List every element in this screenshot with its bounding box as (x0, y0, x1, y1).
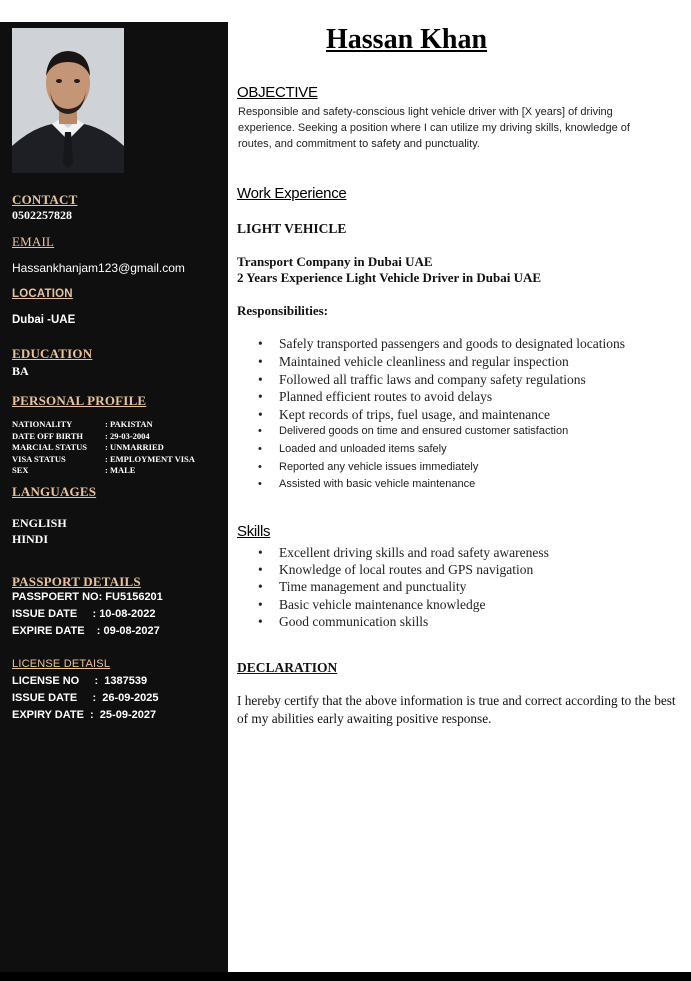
passport-issue-date: ISSUE DATE : 10-08-2022 (12, 608, 156, 620)
list-item: • Delivered goods on time and ensured customer satisfaction (258, 425, 625, 443)
list-item: • Time management and punctuality (258, 579, 549, 596)
list-item: • Loaded and unloaded items safely (258, 443, 625, 461)
list-item: • Excellent driving skills and road safety awareness (258, 545, 549, 562)
list-item: • Good communication skills (258, 614, 549, 631)
profile-key: SEX (12, 465, 29, 475)
contact-heading: CONTACT (12, 192, 78, 207)
list-item: • Reported any vehicle issues immediately (258, 461, 625, 479)
personal-profile-heading: PERSONAL PROFILE (12, 393, 147, 408)
profile-value: : 29-03-2004 (105, 430, 150, 441)
profile-value: : EMPLOYMENT VISA (105, 453, 195, 464)
list-item: • Planned efficient routes to avoid delays (258, 389, 625, 407)
profile-row (12, 419, 222, 431)
language-item: HINDI (12, 532, 49, 546)
license-issue-date: ISSUE DATE : 26-09-2025 (12, 692, 159, 704)
bottom-border (0, 972, 691, 981)
job-title: LIGHT VEHICLE (237, 221, 347, 236)
list-item: • Kept records of trips, fuel usage, and maintenance (258, 407, 625, 425)
responsibilities-list (258, 336, 625, 496)
profile-row (12, 454, 222, 466)
location-heading: LOCATION (12, 288, 73, 300)
profile-photo (12, 28, 124, 173)
profile-key: VISA STATUS (12, 453, 66, 464)
list-item: • Knowledge of local routes and GPS navigation (258, 562, 549, 579)
company-name: Transport Company in Dubai UAE (237, 254, 433, 269)
portrait-image (12, 28, 124, 173)
profile-key: MARCIAL STATUS (12, 442, 88, 452)
profile-key: DATE OFF BIRTH (12, 430, 84, 441)
list-item: • Followed all traffic laws and company safety regulations (258, 372, 625, 390)
profile-value: : PAKISTAN (105, 419, 153, 429)
list-item: • Safely transported passengers and goods to designated locations (258, 336, 625, 354)
location-value: Dubai -UAE (12, 314, 76, 326)
education-heading: EDUCATION (12, 346, 93, 361)
license-expiry-date: EXPIRY DATE : 25-09-2027 (12, 709, 157, 721)
passport-heading: PASSPORT DETAILS (12, 574, 141, 589)
profile-row (12, 465, 222, 477)
objective-text: Responsible and safety-conscious light vehicle driver with [X years] of driving experience. Seeking a position where I can utilize my driving skills, knowledge of routes, and commitment to safety and punctuality. (238, 106, 630, 150)
skills-heading: Skills (237, 523, 271, 540)
profile-key: NATIONALITY (12, 419, 73, 429)
languages-heading: LANGUAGES (12, 484, 97, 499)
profile-row (12, 431, 222, 443)
education-value: BA (12, 364, 29, 378)
skills-list (258, 545, 549, 631)
language-item: ENGLISH (12, 516, 67, 530)
candidate-name: Hassan Khan (326, 24, 488, 55)
email-heading: EMAIL (12, 234, 55, 249)
passport-expire-date: EXPIRE DATE : 09-08-2027 (12, 625, 160, 637)
declaration-heading: DECLARATION (237, 660, 338, 675)
profile-value: : UNMARRIED (105, 442, 164, 452)
declaration-text: I hereby certify that the above information is true and correct according to the best of my abilities early awaiting positive response. (237, 693, 676, 726)
list-item: • Basic vehicle maintenance knowledge (258, 597, 549, 614)
profile-value: : MALE (105, 465, 136, 475)
work-experience-heading: Work Experience (237, 185, 347, 202)
sidebar-top-strip (0, 0, 228, 22)
personal-profile-table (12, 419, 222, 477)
contact-phone: 0502257828 (12, 208, 72, 222)
license-heading: LICENSE DETAISL (12, 658, 111, 670)
email-value[interactable]: Hassankhanjam123@gmail.com (12, 261, 185, 275)
list-item: • Maintained vehicle cleanliness and regular inspection (258, 354, 625, 372)
license-number: LICENSE NO : 1387539 (12, 675, 148, 687)
objective-heading: OBJECTIVE (237, 84, 318, 101)
experience-summary: 2 Years Experience Light Vehicle Driver in Dubai UAE (237, 270, 542, 285)
responsibilities-heading: Responsibilities: (237, 303, 329, 318)
profile-row (12, 442, 222, 454)
list-item: • Assisted with basic vehicle maintenance (258, 478, 625, 496)
passport-number: PASSPOERT NO: FU5156201 (12, 591, 163, 603)
